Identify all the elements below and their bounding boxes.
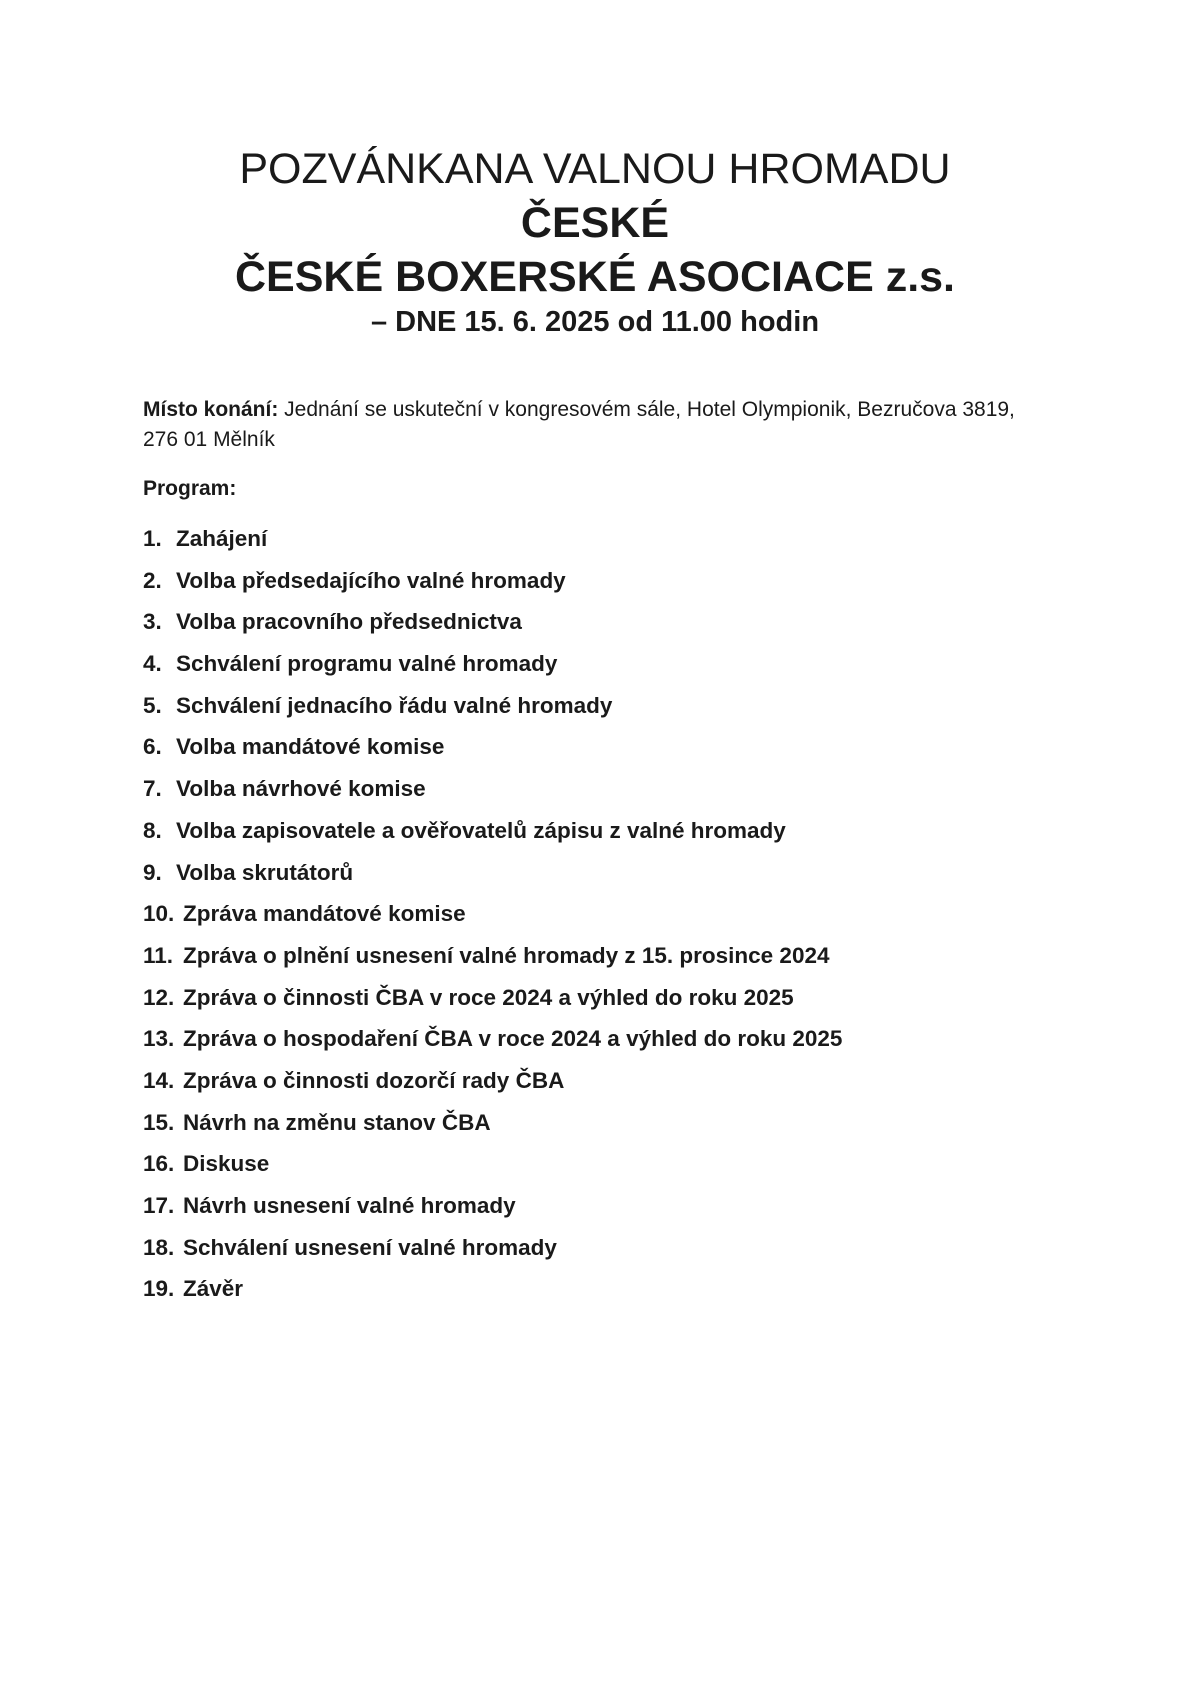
- agenda-item-number: 19.: [143, 1276, 175, 1302]
- agenda-item: [143, 691, 842, 733]
- agenda-item: [143, 1149, 842, 1191]
- agenda-item: [143, 566, 842, 608]
- title-date-line: – DNE 15. 6. 2025 od 11.00 hodin: [370, 306, 820, 338]
- agenda-item: [143, 1066, 842, 1108]
- title-line-1: POZVÁNKANA VALNOU HROMADU: [239, 145, 951, 193]
- agenda-item-text: Volba předsedajícího valné hromady: [176, 567, 566, 593]
- agenda-item-text: Schválení programu valné hromady: [176, 651, 558, 677]
- agenda-item-number: 9.: [143, 859, 162, 885]
- agenda-item-text: Závěr: [183, 1276, 244, 1302]
- title-line-2: ČESKÉ: [520, 199, 670, 247]
- agenda-item-number: 5.: [143, 692, 162, 718]
- agenda-item-number: 1.: [143, 526, 162, 551]
- agenda-item: [143, 774, 842, 816]
- venue-label: Místo konání:: [143, 398, 279, 421]
- agenda-item: [143, 858, 842, 900]
- agenda-item-text: Schválení usnesení valné hromady: [183, 1234, 557, 1260]
- agenda-item: [143, 524, 842, 566]
- agenda-item: [143, 1108, 842, 1150]
- venue-text: Jednání se uskuteční v kongresovém sále, Hotel Olympionik, Bezručova 3819, 276 01 Mělník: [143, 398, 1015, 451]
- agenda-item-number: 6.: [143, 734, 162, 760]
- agenda-item-text: Zahájení: [176, 526, 268, 551]
- agenda-item-number: 15.: [143, 1109, 175, 1135]
- agenda-item: [143, 816, 842, 858]
- agenda-item-text: Zpráva o plnění usnesení valné hromady z 15. prosince 2024: [183, 942, 830, 968]
- agenda-item-number: 3.: [143, 609, 162, 635]
- agenda-item: [143, 1274, 842, 1316]
- agenda-item: [143, 1233, 842, 1275]
- program-label: Program:: [143, 477, 237, 500]
- agenda-item-number: 14.: [143, 1067, 175, 1093]
- agenda-item: [143, 899, 842, 941]
- agenda-item: [143, 732, 842, 774]
- agenda-item-number: 8.: [143, 817, 162, 843]
- agenda-item: [143, 607, 842, 649]
- agenda-item-number: 12.: [143, 984, 175, 1010]
- venue-paragraph: [143, 395, 1043, 455]
- agenda-item-text: Volba mandátové komise: [176, 734, 445, 760]
- agenda-item-text: Návrh usnesení valné hromady: [183, 1193, 516, 1218]
- agenda-item: [143, 941, 842, 983]
- agenda-item-text: Volba pracovního předsednictva: [176, 609, 522, 635]
- agenda-item-text: Schválení jednacího řádu valné hromady: [176, 692, 613, 718]
- agenda-item-number: 16.: [143, 1151, 175, 1177]
- agenda-item-text: Volba návrhové komise: [176, 776, 426, 802]
- agenda-item-number: 17.: [143, 1193, 175, 1218]
- agenda-list: [143, 524, 842, 1316]
- agenda-item: [143, 1024, 842, 1066]
- agenda-item-text: Volba skrutátorů: [176, 859, 354, 885]
- agenda-item-text: Návrh na změnu stanov ČBA: [183, 1109, 491, 1135]
- agenda-item-text: Zpráva o hospodaření ČBA v roce 2024 a výhled do roku 2025: [183, 1026, 843, 1052]
- agenda-item-number: 13.: [143, 1026, 175, 1052]
- agenda-item-number: 10.: [143, 901, 175, 927]
- agenda-item-text: Zpráva mandátové komise: [183, 901, 466, 927]
- agenda-item-text: Zpráva o činnosti dozorčí rady ČBA: [183, 1067, 565, 1093]
- agenda-item: [143, 649, 842, 691]
- agenda-item-text: Diskuse: [183, 1151, 270, 1177]
- agenda-item-number: 11.: [143, 942, 174, 968]
- title-line-3: ČESKÉ BOXERSKÉ ASOCIACE z.s.: [235, 253, 955, 301]
- agenda-item-text: Zpráva o činnosti ČBA v roce 2024 a výhled do roku 2025: [183, 984, 794, 1010]
- agenda-item-number: 7.: [143, 776, 162, 802]
- agenda-item: [143, 1191, 842, 1233]
- agenda-item-text: Volba zapisovatele a ověřovatelů zápisu z valné hromady: [176, 817, 786, 843]
- agenda-item-number: 4.: [143, 651, 162, 677]
- agenda-item: [143, 983, 842, 1025]
- agenda-item-number: 18.: [143, 1234, 175, 1260]
- agenda-item-number: 2.: [143, 567, 162, 593]
